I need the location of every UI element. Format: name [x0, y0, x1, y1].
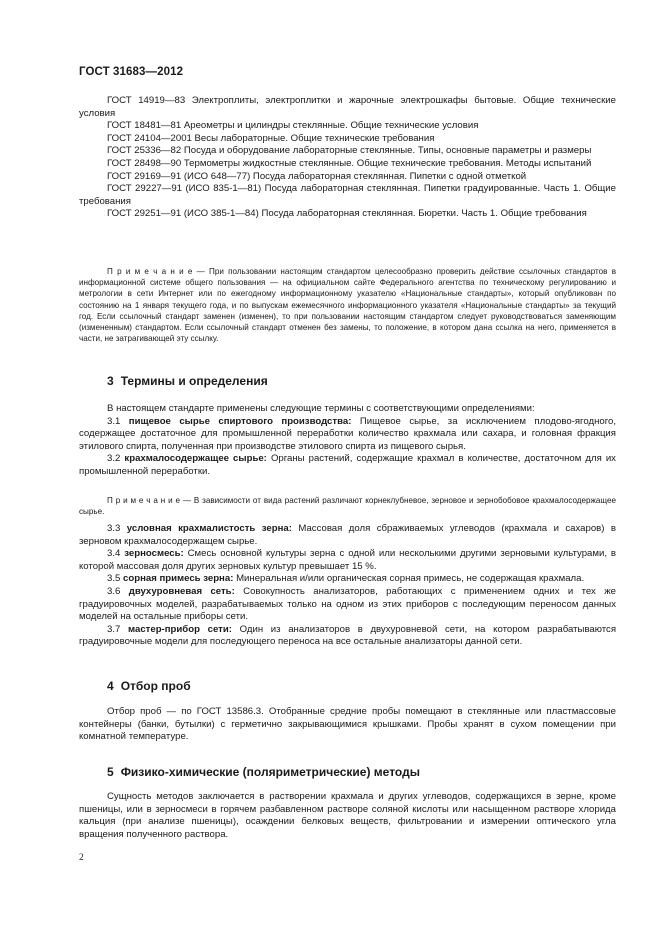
term-definition [79, 453, 616, 478]
term-number: 3.2 [107, 453, 121, 465]
section-intro: В настоящем стандарте применены следующие термины с соответствующими определениями: [107, 403, 535, 414]
term-text: Смесь основной культуры зерна с одной или несколькими другими зерновыми культурами, в которой массовая доля других зерновых культур превышает 15 %. [79, 548, 616, 572]
term-definition [79, 573, 616, 586]
term-definition [79, 548, 616, 573]
term-text: Массовая доля сбраживаемых углеводов (крахмала и сахаров) в зерновом крахмалосодержащем сырье. [79, 523, 616, 547]
reference-item: ГОСТ 29227—91 (ИСО 835-1—81) Посуда лабораторная стеклянная. Пипетки градуированные. Часть 1. Общие требования [79, 183, 616, 207]
terms-note: П р и м е ч а н и е — В зависимости от вида растений различают корнеклубневое, зерновое и зернобобовое крахмалосодержащее сырье. [79, 496, 616, 517]
term-number: 3.7 [107, 623, 121, 635]
reference-item: ГОСТ 14919—83 Электроплиты, электроплитки и жарочные электрошкафы бытовые. Общие технические условия [79, 95, 616, 119]
section-number: 5 [107, 765, 114, 779]
term-text: Минеральная и/или органическая сорная примесь, не содержащая крахмала. [236, 573, 585, 585]
references-list [79, 95, 616, 221]
section-3-heading [107, 374, 268, 388]
term-name: сорная примесь зерна: [123, 573, 234, 585]
reference-item: ГОСТ 29169—91 (ИСО 648—77) Посуда лабораторная стеклянная. Пипетки с одной отметкой [107, 170, 527, 182]
term-name: крахмалосодержащее сырье: [124, 453, 267, 465]
section-4-heading [107, 679, 191, 693]
term-text: Один из анализаторов в двухуровневой сети, на котором разрабатываются градуировочные модели для последующего переноса на все остальные анализаторы данной сети. [79, 623, 617, 648]
term-name: зерносмесь: [124, 548, 184, 560]
reference-item: ГОСТ 24104—2001 Весы лабораторные. Общие технические требования [107, 132, 435, 144]
term-name: пищевое сырье спиртового производства: [128, 415, 352, 427]
reference-item: ГОСТ 25336—82 Посуда и оборудование лабораторные стеклянные. Типы, основные параметры и размеры [107, 145, 592, 157]
term-text: Пищевое сырье, за исключением плодово-ягодного, содержащее достаточное для промышленной переработки количество крахмала или сахара, и головная фракция этилового спирта, полученная при производстве этилового спирта из пищевого сырья. [79, 415, 616, 452]
section-title: Физико-химические (поляриметрические) методы [120, 765, 420, 779]
term-number: 3.6 [107, 585, 121, 597]
term-text: Органы растений, содержащие крахмал в количестве, достаточном для их промышленной переработки. [79, 453, 616, 477]
term-definition [79, 624, 616, 649]
page-number: 2 [79, 853, 84, 863]
references-note: П р и м е ч а н и е — При пользовании настоящим стандартом целесообразно проверить действие ссылочных стандартов в информационной системе общего пользования — на официальном сайте Федерального агентства по техническому регулированию и метрологии в сети Интернет или по ежегодному информационному указателю «Национальные стандарты», который опубликован по состоянию на 1 января текущего года, и по выпускам ежемесячного информационного указателя «Национальные стандарты» за текущий год. Если ссылочный стандарт заменен (изменен), то при пользовании настоящим стандартом следует руководствоваться заменяющим (измененным) стандартом. Если ссылочный стандарт отменен без замены, то положение, в котором дана ссылка на него, применяется в части, не затрагивающей эту ссылку. [79, 267, 616, 344]
term-number: 3.4 [107, 548, 121, 560]
term-text: Совокупность анализаторов, работающих с применением одних и тех же градуировочных моделей, разрабатываемых только на одном из этих приборов с последующим переносом данных моделей на остальные приборы сети. [79, 585, 616, 623]
term-number: 3.5 [107, 573, 121, 585]
section-number: 3 [107, 374, 114, 388]
term-name: двухуровневая сеть: [128, 585, 235, 597]
term-definition [79, 523, 616, 548]
section-5-heading [107, 765, 420, 779]
section-3-body [79, 403, 616, 479]
term-definition [79, 416, 616, 454]
term-name: условная крахмалистость зерна: [126, 523, 292, 534]
section-number: 4 [107, 679, 114, 693]
term-definition [79, 586, 616, 624]
term-name: мастер-прибор сети: [128, 623, 232, 635]
document-header: ГОСТ 31683—2012 [79, 66, 184, 78]
section-title: Термины и определения [120, 374, 268, 388]
term-number: 3.3 [107, 523, 121, 534]
reference-item: ГОСТ 18481—81 Ареометры и цилиндры стеклянные. Общие технические условия [107, 120, 479, 132]
section-4-body: Отбор проб — по ГОСТ 13586.3. Отобранные средние пробы помещают в стеклянные или пластмассовые контейнеры (банки, бутылки) с герметично закрывающимися крышками. Пробы хранят в сухом помещении при комнатной температуре. [79, 706, 616, 743]
section-title: Отбор проб [120, 679, 191, 693]
reference-item: ГОСТ 29251—91 (ИСО 385-1—84) Посуда лабораторная стеклянная. Бюретки. Часть 1. Общие требования [107, 208, 587, 220]
term-number: 3.1 [107, 415, 121, 427]
section-3-body-continued [79, 523, 616, 649]
reference-item: ГОСТ 28498—90 Термометры жидкостные стеклянные. Общие технические требования. Методы испытаний [107, 157, 592, 169]
section-5-body: Сущность методов заключается в растворении крахмала и других углеводов, содержащихся в зерне, кроме пшеницы, или в зерносмеси в горячем разбавленном растворе соляной кислоты или насыщенном растворе хлорида кальция (при анализе пшеницы), осаждении белковых веществ, фильтровании и измерении оптического угла вращения полученного раствора. [79, 791, 616, 840]
